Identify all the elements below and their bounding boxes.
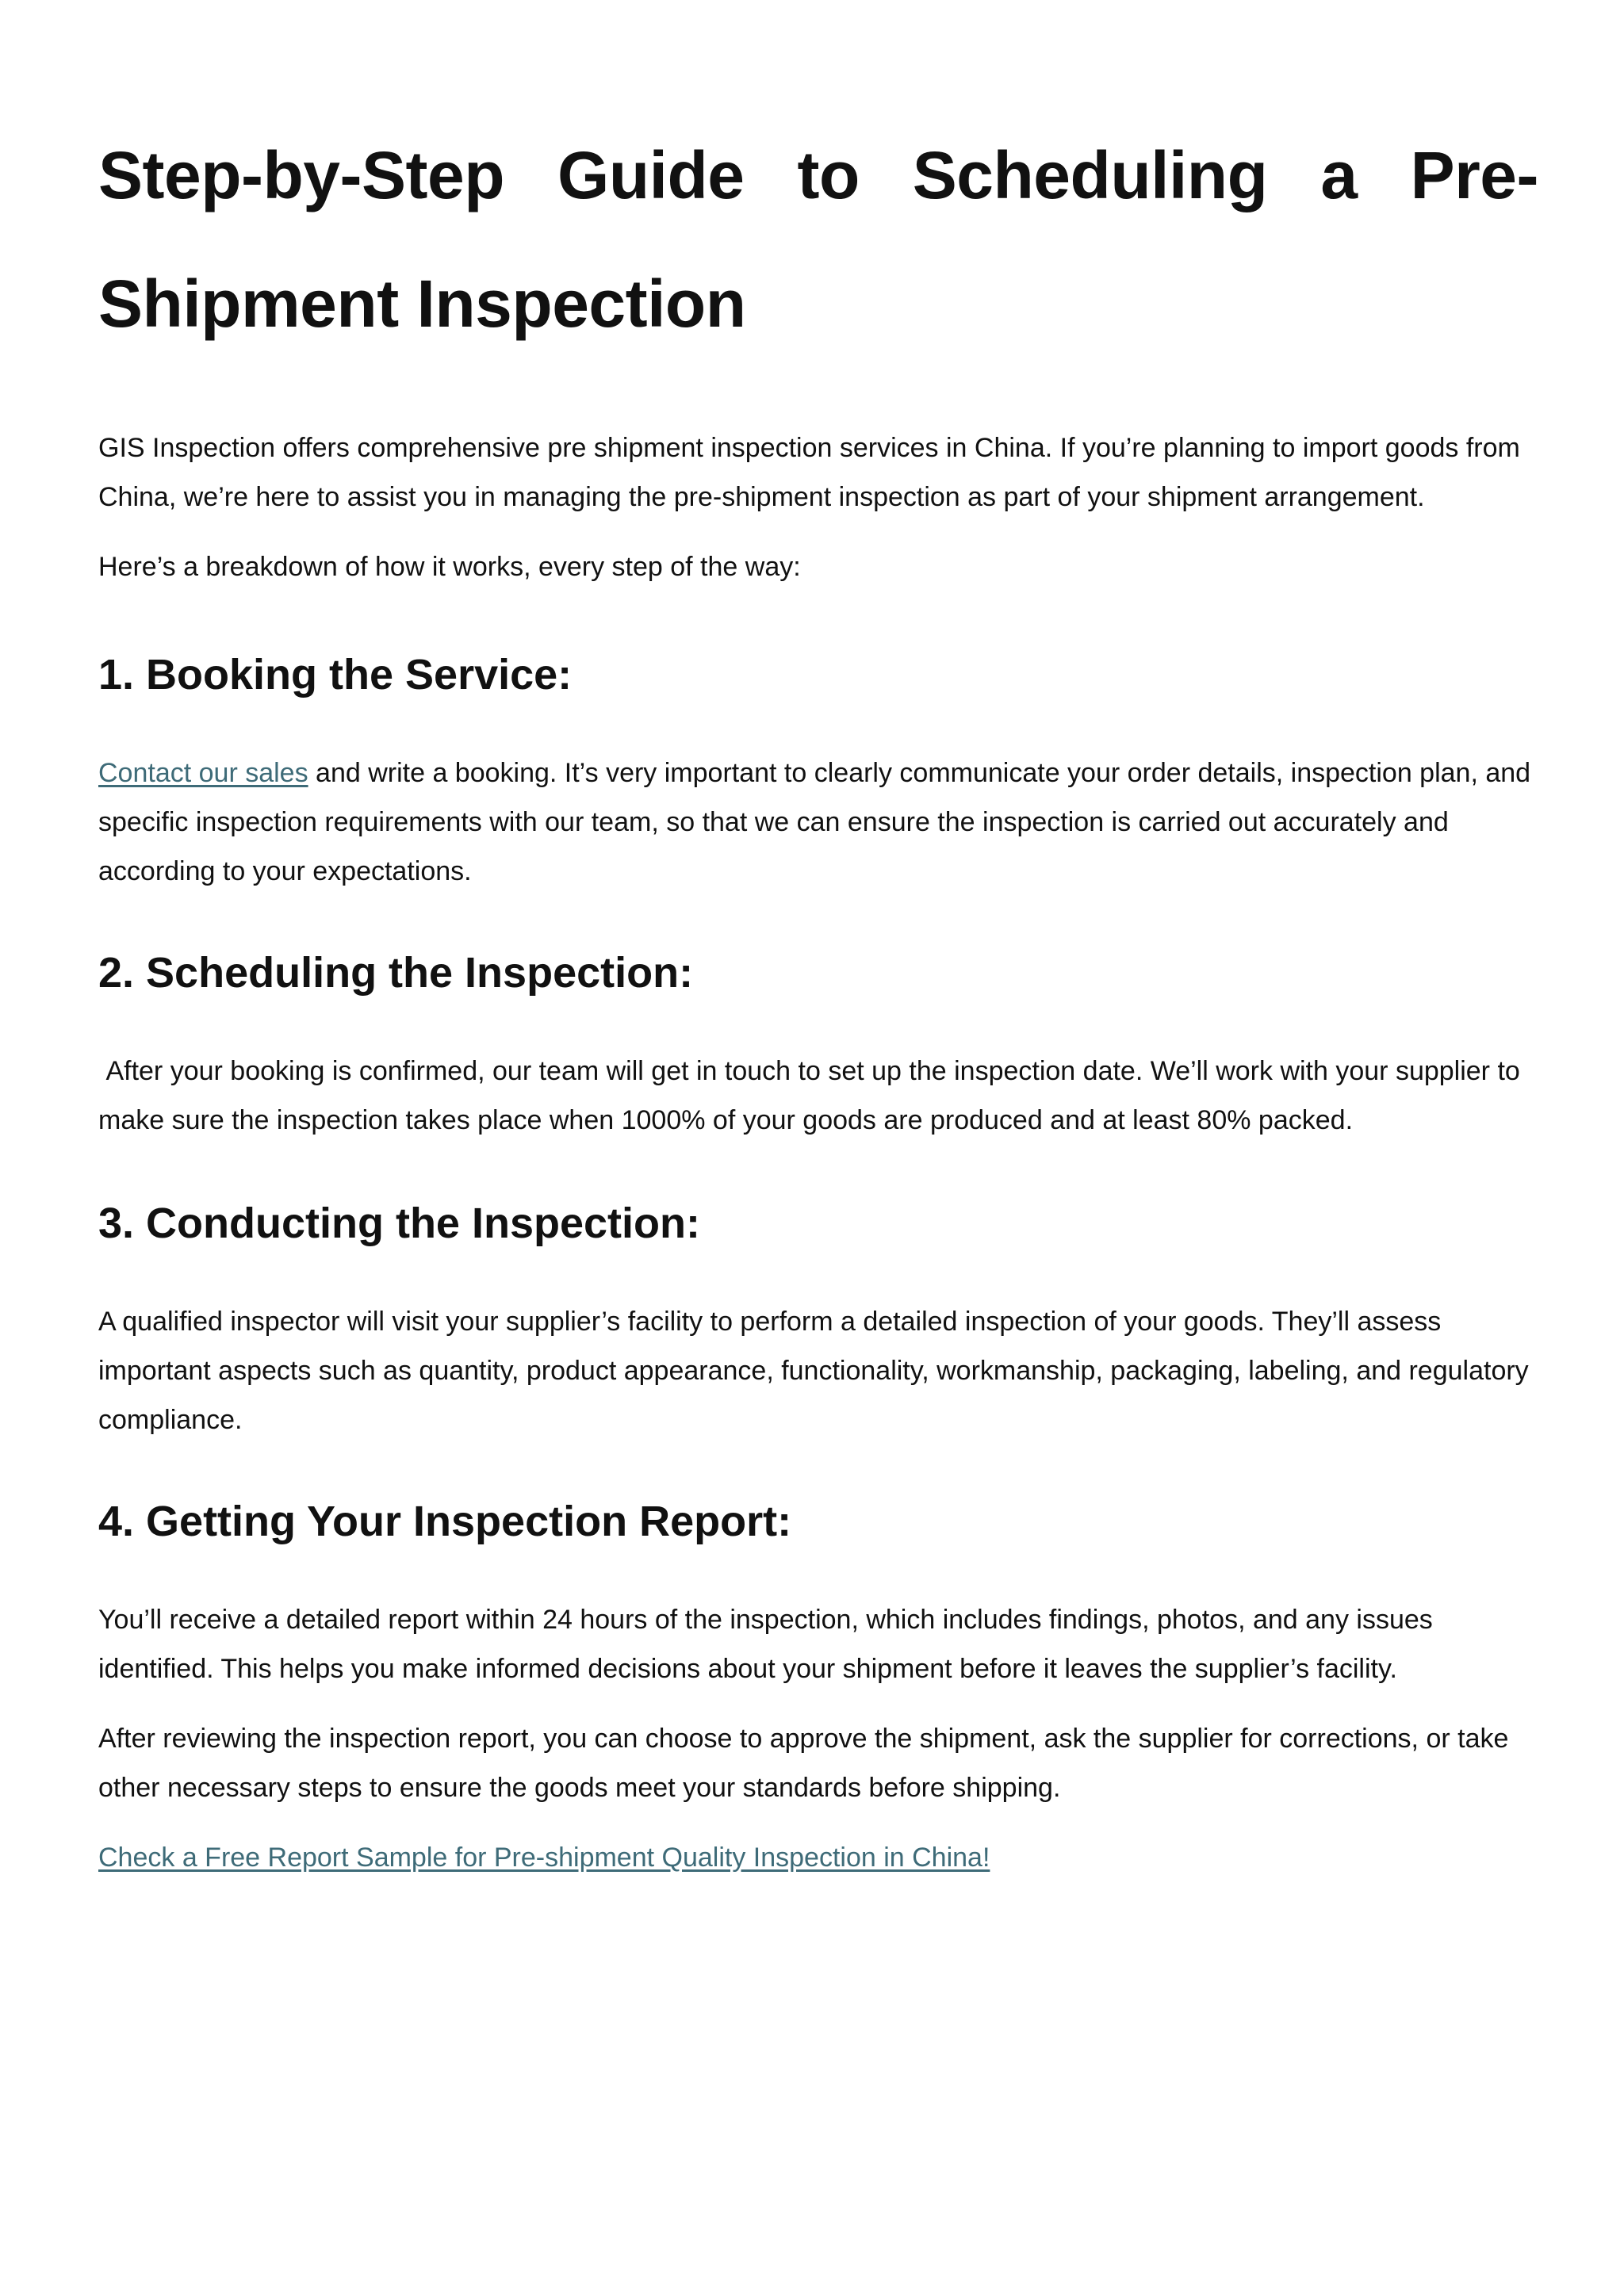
section-heading-scheduling: 2. Scheduling the Inspection: (98, 949, 694, 997)
section-paragraph-report: You’ll receive a detailed report within 24 hours of the inspection, which includes findings, photos, and any issues identified. This helps you make informed decisions about your shipment before it leaves the supplier’s facility. (98, 1605, 1433, 1684)
page-title-line-1: Step-by-Step Guide to Scheduling a Pre- (98, 138, 1538, 212)
section-paragraph-conducting: A qualified inspector will visit your supplier’s facility to perform a detailed inspection of your goods. They’ll assess important aspects such as quantity, product appearance, functionality, workmanship, packaging, labeling, and regulatory compliance. (98, 1307, 1529, 1435)
document-page (98, 111, 1538, 1882)
page-title-line-2: Shipment Inspection (98, 266, 746, 341)
page-title (98, 111, 1538, 368)
section-paragraph-report-followup: After reviewing the inspection report, you can choose to approve the shipment, ask the supplier for corrections, or take other necessary steps to ensure the goods meet your standards before shipping. (98, 1724, 1509, 1803)
section-paragraph-scheduling: After your booking is confirmed, our team will get in touch to set up the inspection date. We’ll work with your supplier to make sure the inspection takes place when 1000% of your goods are produced and at least 80% packed. (98, 1056, 1528, 1135)
footer-link-paragraph (98, 1833, 1538, 1882)
booking-text: and write a booking. It’s very important to clearly communicate your order details, inspection plan, and specific inspection requirements with our team, so that we can ensure the inspection is carried out accurately and according to your expectations. (98, 758, 1531, 886)
contact-sales-link[interactable]: Contact our sales (98, 758, 308, 788)
section-heading-conducting: 3. Conducting the Inspection: (98, 1200, 700, 1247)
section-heading-booking: 1. Booking the Service: (98, 651, 573, 698)
intro-breakdown-paragraph: Here’s a breakdown of how it works, every step of the way: (98, 552, 801, 582)
free-report-sample-link[interactable]: Check a Free Report Sample for Pre-shipment Quality Inspection in China! (98, 1843, 990, 1873)
intro-paragraph: GIS Inspection offers comprehensive pre shipment inspection services in China. If you’re planning to import goods from China, we’re here to assist you in managing the pre-shipment inspection as part of your shipment arrangement. (98, 433, 1520, 512)
section-heading-report: 4. Getting Your Inspection Report: (98, 1498, 792, 1545)
section-paragraph-booking (98, 748, 1538, 896)
